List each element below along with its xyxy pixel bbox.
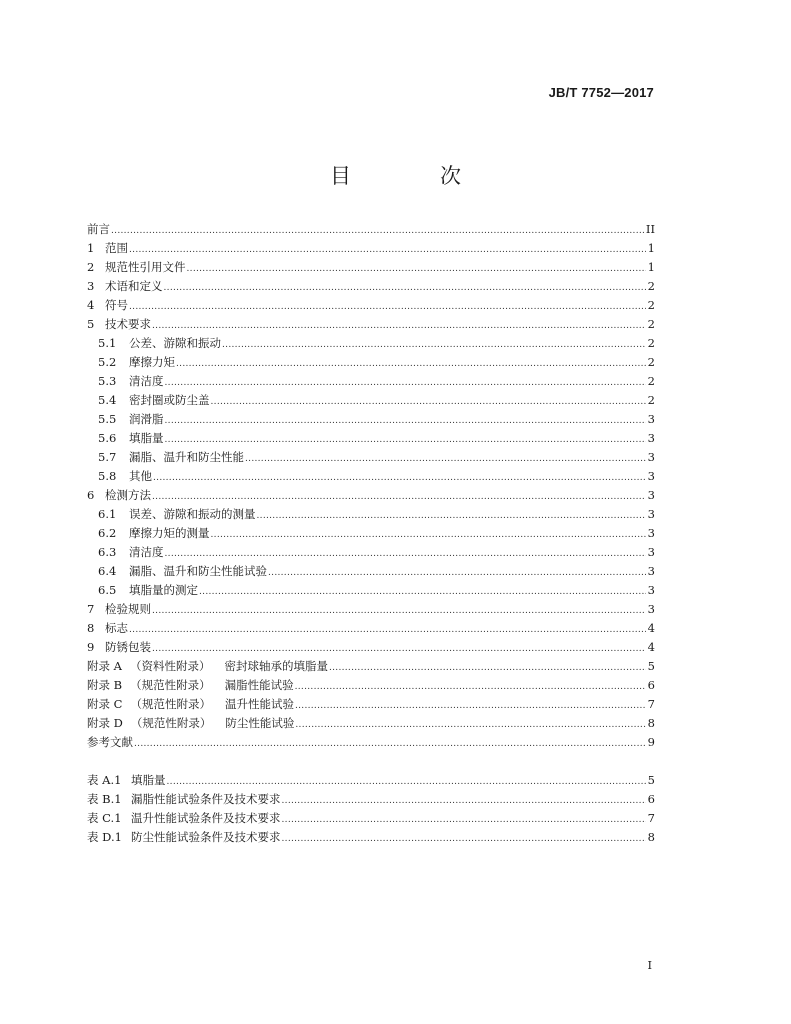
toc-entry-label: 漏脂、温升和防尘性能试验 <box>129 564 267 578</box>
toc-entry-label: 填脂量 <box>129 431 164 445</box>
dot-leader <box>165 429 647 450</box>
dot-leader <box>211 391 647 412</box>
toc-entry-label: 其他 <box>129 469 152 483</box>
toc-entry-page: 6 <box>647 792 655 806</box>
toc-entry[interactable] <box>87 676 655 695</box>
toc-entry-number: 5.4 <box>98 393 117 407</box>
dot-leader <box>295 676 646 697</box>
toc-entry-page: 3 <box>647 507 655 521</box>
dot-leader <box>129 296 646 317</box>
toc-entry-page: 4 <box>647 640 655 654</box>
toc-entry[interactable] <box>87 600 655 619</box>
toc-entry-number: 5 <box>87 317 95 331</box>
toc-entry[interactable] <box>87 334 655 353</box>
toc-table-entry[interactable] <box>87 790 655 809</box>
toc-entry-label: 填脂量 <box>131 773 166 787</box>
dot-leader <box>129 619 646 640</box>
toc-entry[interactable] <box>87 505 655 524</box>
toc-entry-number: 1 <box>87 241 95 255</box>
dot-leader <box>152 600 646 621</box>
toc-entry-annex-type: （规范性附录） <box>130 716 212 730</box>
toc-entry-label: 防尘性能试验条件及技术要求 <box>131 830 281 844</box>
toc-entry-page: 2 <box>647 355 655 369</box>
toc-entry[interactable] <box>87 486 655 505</box>
toc-entry-page: 3 <box>647 469 655 483</box>
toc-entry-number: 附录 B <box>87 678 123 692</box>
toc-entry-page: II <box>645 222 655 236</box>
toc-entry[interactable] <box>87 695 655 714</box>
toc-entry-page: 8 <box>647 830 655 844</box>
toc-entry[interactable] <box>87 467 655 486</box>
toc-entry[interactable] <box>87 657 655 676</box>
toc-entry-number: 附录 C <box>87 697 123 711</box>
dot-leader <box>165 543 647 564</box>
dot-leader <box>257 505 647 526</box>
toc-entry-number: 5.1 <box>98 336 117 350</box>
toc-entry-label: 漏脂性能试验条件及技术要求 <box>131 792 281 806</box>
toc-entry-page: 2 <box>647 336 655 350</box>
toc-entry[interactable] <box>87 638 655 657</box>
toc-entry-label: 范围 <box>105 241 128 255</box>
dot-leader <box>245 448 646 469</box>
toc-entry-label: 防尘性能试验 <box>225 716 295 730</box>
toc-entry-label: 温升性能试验 <box>224 697 294 711</box>
dot-leader <box>152 638 646 659</box>
toc-entry-number: 5.3 <box>98 374 117 388</box>
dot-leader <box>268 562 646 583</box>
page-number: I <box>647 958 652 972</box>
dot-leader <box>295 695 646 716</box>
toc-entry-number: 4 <box>87 298 95 312</box>
toc-entry-page: 4 <box>647 621 655 635</box>
toc-entry-page: 3 <box>647 526 655 540</box>
table-of-contents <box>87 220 655 847</box>
toc-entry-label: 标志 <box>105 621 128 635</box>
toc-entry-label: 公差、游隙和振动 <box>129 336 221 350</box>
dot-leader <box>329 657 646 678</box>
toc-entry-number: 3 <box>87 279 95 293</box>
toc-entry-number: 5.5 <box>98 412 117 426</box>
toc-entry[interactable] <box>87 581 655 600</box>
toc-entry[interactable] <box>87 391 655 410</box>
standard-code: JB/T 7752—2017 <box>548 85 654 100</box>
toc-entry[interactable] <box>87 448 655 467</box>
toc-entry-label: 防锈包装 <box>105 640 151 654</box>
toc-table-entry[interactable] <box>87 809 655 828</box>
toc-entry-label: 检验规则 <box>105 602 151 616</box>
toc-entry-number: 6.2 <box>98 526 117 540</box>
toc-entry-number: 6.4 <box>98 564 117 578</box>
toc-entry[interactable] <box>87 258 655 277</box>
toc-entry-number: 8 <box>87 621 95 635</box>
toc-entry-number: 5.7 <box>98 450 117 464</box>
toc-entry-annex-type: （规范性附录） <box>130 697 211 711</box>
dot-leader <box>176 353 646 374</box>
toc-entry-page: 3 <box>647 431 655 445</box>
toc-entry-page: 3 <box>647 564 655 578</box>
toc-entry-number: 附录 A <box>87 659 122 673</box>
toc-entry-page: 7 <box>647 811 655 825</box>
dot-leader <box>165 372 647 393</box>
toc-entry[interactable] <box>87 353 655 372</box>
toc-entry[interactable] <box>87 372 655 391</box>
toc-entry-page: 3 <box>647 545 655 559</box>
toc-entry[interactable] <box>87 220 655 239</box>
toc-table-entry[interactable] <box>87 828 655 847</box>
dot-leader <box>153 467 646 488</box>
toc-entry[interactable] <box>87 543 655 562</box>
toc-entry-number: 9 <box>87 640 95 654</box>
toc-entry[interactable] <box>87 714 655 733</box>
dot-leader <box>211 524 647 545</box>
toc-entry-label: 填脂量的测定 <box>129 583 198 597</box>
toc-entry-number: 5.8 <box>98 469 117 483</box>
toc-entry-label: 摩擦力矩 <box>129 355 175 369</box>
dot-leader <box>165 410 647 431</box>
dot-leader <box>282 828 647 849</box>
dot-leader <box>199 581 646 602</box>
toc-entry[interactable] <box>87 619 655 638</box>
toc-entry-label: 温升性能试验条件及技术要求 <box>131 811 281 825</box>
toc-entry-page: 7 <box>647 697 655 711</box>
toc-entry-number: 5.6 <box>98 431 117 445</box>
toc-entry-label: 密封圈或防尘盖 <box>129 393 210 407</box>
dot-leader <box>111 220 645 241</box>
toc-entry-number: 6.3 <box>98 545 117 559</box>
toc-entry-number: 6 <box>87 488 95 502</box>
toc-entry-number: 7 <box>87 602 95 616</box>
toc-entry-page: 2 <box>647 298 655 312</box>
toc-entry-label: 参考文献 <box>87 735 133 749</box>
toc-entry-page: 5 <box>647 773 655 787</box>
toc-entry-label: 前言 <box>87 222 110 236</box>
toc-entry-page: 1 <box>647 260 655 274</box>
toc-entry-label: 清洁度 <box>129 374 164 388</box>
dot-leader <box>134 733 646 754</box>
toc-entry[interactable] <box>87 562 655 581</box>
toc-entry-page: 2 <box>647 317 655 331</box>
dot-leader <box>295 714 646 735</box>
toc-entry[interactable] <box>87 410 655 429</box>
dot-leader <box>152 315 646 336</box>
toc-entry-page: 2 <box>647 374 655 388</box>
toc-entry-page: 3 <box>647 488 655 502</box>
toc-entry-number: 表 C.1 <box>87 811 122 825</box>
toc-entry-page: 3 <box>647 583 655 597</box>
toc-entry-label: 检测方法 <box>105 488 151 502</box>
toc-entry-page: 3 <box>647 450 655 464</box>
dot-leader <box>187 258 647 279</box>
toc-entry-number: 5.2 <box>98 355 117 369</box>
toc-entry-annex-type: （资料性附录） <box>129 659 211 673</box>
toc-entry-label: 密封球轴承的填脂量 <box>224 659 328 673</box>
page-title: 目 次 <box>330 164 495 188</box>
toc-entry-label: 符号 <box>105 298 128 312</box>
dot-leader <box>167 771 647 792</box>
toc-entry-label: 术语和定义 <box>105 279 163 293</box>
toc-entry[interactable] <box>87 277 655 296</box>
toc-entry-page: 5 <box>647 659 655 673</box>
toc-entry-number: 表 A.1 <box>87 773 122 787</box>
toc-entry-annex-type: （规范性附录） <box>130 678 211 692</box>
dot-leader <box>222 334 646 355</box>
toc-entry-label: 规范性引用文件 <box>105 260 186 274</box>
toc-entry-number: 2 <box>87 260 95 274</box>
toc-entry-number: 6.5 <box>98 583 117 597</box>
toc-entry-label: 摩擦力矩的测量 <box>129 526 210 540</box>
toc-entry-page: 1 <box>647 241 655 255</box>
toc-entry-label: 技术要求 <box>105 317 151 331</box>
dot-leader <box>282 790 647 811</box>
toc-entry-label: 误差、游隙和振动的测量 <box>129 507 256 521</box>
dot-leader <box>152 486 646 507</box>
toc-entry-number: 表 D.1 <box>87 830 122 844</box>
toc-entry-page: 2 <box>647 279 655 293</box>
toc-entry[interactable] <box>87 429 655 448</box>
toc-entry-number: 附录 D <box>87 716 123 730</box>
toc-entry-number: 表 B.1 <box>87 792 122 806</box>
dot-leader <box>129 239 646 260</box>
toc-spacer <box>87 752 655 771</box>
dot-leader <box>282 809 647 830</box>
toc-entry[interactable] <box>87 733 655 752</box>
toc-entry-number: 6.1 <box>98 507 117 521</box>
toc-entry-page: 2 <box>647 393 655 407</box>
toc-entry[interactable] <box>87 524 655 543</box>
toc-entry[interactable] <box>87 239 655 258</box>
toc-entry-page: 6 <box>647 678 655 692</box>
toc-entry[interactable] <box>87 296 655 315</box>
toc-entry-label: 清洁度 <box>129 545 164 559</box>
toc-entry[interactable] <box>87 315 655 334</box>
toc-entry-page: 3 <box>647 602 655 616</box>
toc-entry-label: 漏脂性能试验 <box>224 678 294 692</box>
toc-entry-page: 9 <box>647 735 655 749</box>
toc-entry-label: 润滑脂 <box>129 412 164 426</box>
toc-entry-page: 3 <box>647 412 655 426</box>
dot-leader <box>164 277 647 298</box>
toc-table-entry[interactable] <box>87 771 655 790</box>
toc-entry-page: 8 <box>647 716 655 730</box>
toc-entry-label: 漏脂、温升和防尘性能 <box>129 450 244 464</box>
